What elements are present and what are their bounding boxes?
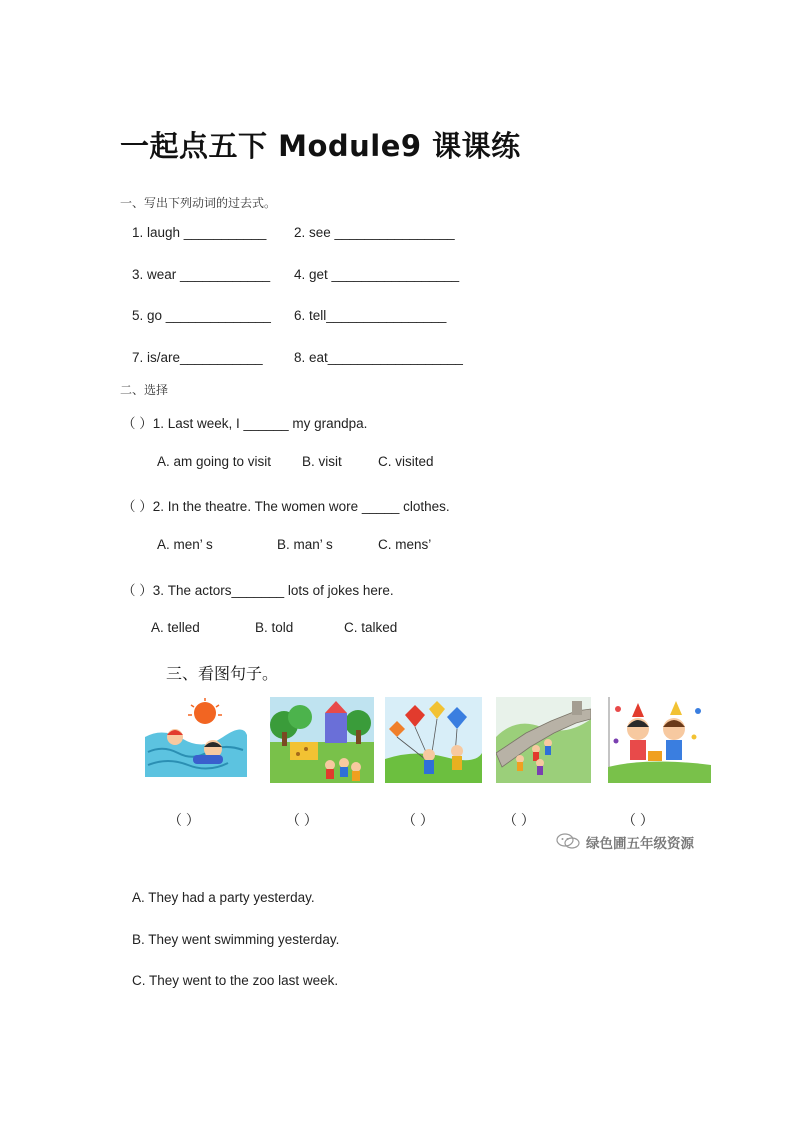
choice-question-2: （ ）2. In the theatre. The women wore _____ clothes.	[122, 499, 450, 514]
picture-2-answer-blank: （ ）	[286, 812, 318, 828]
sentence-a: A. They had a party yesterday.	[132, 890, 315, 905]
verb-item-2: 2. see ________________	[294, 225, 455, 240]
section-3-heading: 三、看图句子。	[166, 664, 279, 683]
choice-question-1: （ ）1. Last week, I ______ my grandpa.	[122, 416, 368, 431]
section-1-heading: 一、写出下列动词的过去式。	[120, 196, 277, 210]
q3-option-c: C. talked	[344, 620, 398, 635]
watermark-text: 绿色圃五年级资源	[586, 836, 694, 851]
verb-item-3: 3. wear ____________	[132, 267, 271, 282]
q2-option-b: B. man’ s	[277, 537, 333, 552]
q2-option-a: A. men’ s	[157, 537, 213, 552]
picture-3-answer-blank: （ ）	[402, 812, 434, 828]
verb-item-8: 8. eat__________________	[294, 350, 463, 365]
watermark	[556, 832, 694, 852]
wechat-icon	[556, 833, 580, 852]
sentence-b: B. They went swimming yesterday.	[132, 932, 340, 947]
q1-option-c: C. visited	[378, 454, 434, 469]
section-2-heading: 二、选择	[120, 383, 169, 397]
picture-5-answer-blank: （ ）	[622, 812, 654, 828]
verb-item-5: 5. go ______________	[132, 308, 271, 323]
picture-1-answer-blank: （ ）	[168, 812, 200, 828]
q1-option-a: A. am going to visit	[157, 454, 272, 469]
picture-zoo	[270, 697, 374, 783]
picture-4-answer-blank: （ ）	[503, 812, 535, 828]
verb-item-1: 1. laugh ___________	[132, 225, 267, 240]
verb-item-4: 4. get _________________	[294, 267, 460, 282]
verb-item-7: 7. is/are___________	[132, 350, 263, 365]
picture-kites	[385, 697, 482, 783]
sentence-c: C. They went to the zoo last week.	[132, 973, 339, 988]
picture-party	[608, 697, 711, 783]
q3-option-b: B. told	[255, 620, 294, 635]
page-title: 一起点五下 Module9 课课练	[120, 129, 521, 163]
choice-question-3: （ ）3. The actors_______ lots of jokes here.	[122, 583, 394, 598]
verb-item-6: 6. tell________________	[294, 308, 447, 323]
q1-option-b: B. visit	[302, 454, 342, 469]
picture-great-wall	[496, 697, 591, 783]
picture-swimming	[143, 697, 247, 783]
q2-option-c: C. mens’	[378, 537, 432, 552]
q3-option-a: A. telled	[151, 620, 200, 635]
